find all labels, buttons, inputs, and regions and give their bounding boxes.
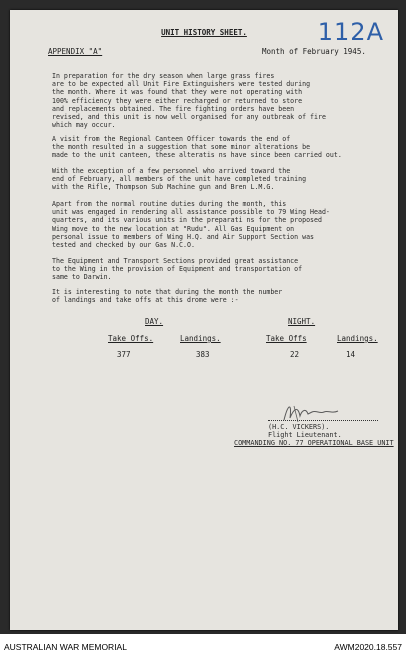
document-sheet <box>10 10 398 630</box>
day-takeoffs-label: Take Offs. <box>108 334 154 343</box>
night-landings-value: 14 <box>346 350 356 359</box>
institution-caption: AUSTRALIAN WAR MEMORIAL <box>4 642 127 652</box>
paragraph-equipment-transport: The Equipment and Transport Sections provided great assistance to the Wing in the provision of Equipment and transportation of same to Darwin. <box>52 257 303 282</box>
day-takeoffs-value: 377 <box>117 350 131 359</box>
document-title: UNIT HISTORY SHEET. <box>161 28 247 37</box>
night-heading: NIGHT. <box>288 317 316 326</box>
paragraph-drome-stats: It is interesting to note that during the month the number of landings and take offs at this drome were :- <box>52 288 283 305</box>
day-landings-label: Landings. <box>180 334 221 343</box>
month-label: Month of February 1945. <box>262 47 366 56</box>
signatory-name: (H.C. VICKERS). <box>268 423 330 431</box>
appendix-text: APPENDIX "A" <box>48 47 103 56</box>
paragraph-fire-extinguishers: In preparation for the dry season when large grass fires are to be expected all Unit Fire Extinguishers were tested during the month. Where it was found that they were not operating with 100% efficiency they were either recharged or returned to store and replacements obtained. The fire fighting orders have been revised, and this unit is now well organised for any outbreak of fire which may occur. <box>52 72 326 130</box>
accession-number: AWM2020.18.557 <box>334 642 402 652</box>
day-landings-value: 383 <box>196 350 210 359</box>
night-landings-label: Landings. <box>337 334 378 343</box>
appendix-label <box>48 47 102 56</box>
night-takeoffs-label: Take Offs <box>266 334 307 343</box>
signature-line <box>268 420 378 421</box>
signatory-rank: Flight Lieutenant. <box>268 431 342 439</box>
signatory-position: COMMANDING NO. 77 OPERATIONAL BASE UNIT <box>234 439 394 447</box>
paragraph-wing-move: Apart from the normal routine duties during the month, this unit was engaged in rendering all assistance possible to 79 Wing Head- quarters, and its various units in the preparati ns for the proposed Wing move to the new location at "Rudu". All Gas Equipment on personal issue to members of Wing H.Q. and Air Support Section was tested and checked by our Gas N.C.O. <box>52 200 330 250</box>
paragraph-canteen: A visit from the Regional Canteen Officer towards the end of the month resulted in a suggestion that some minor alterations be made to the unit canteen, these alteratis ns have since been carried out. <box>52 135 342 160</box>
night-takeoffs-value: 22 <box>290 350 300 359</box>
paragraph-training: With the exception of a few personnel who arrived toward the end of February, all members of the unit have completed training with the Rifle, Thompson Sub Machine gun and Bren L.M.G. <box>52 167 307 192</box>
day-heading: DAY. <box>145 317 164 326</box>
caption-bar <box>0 634 406 653</box>
handwritten-page-number: 112A <box>317 18 384 46</box>
